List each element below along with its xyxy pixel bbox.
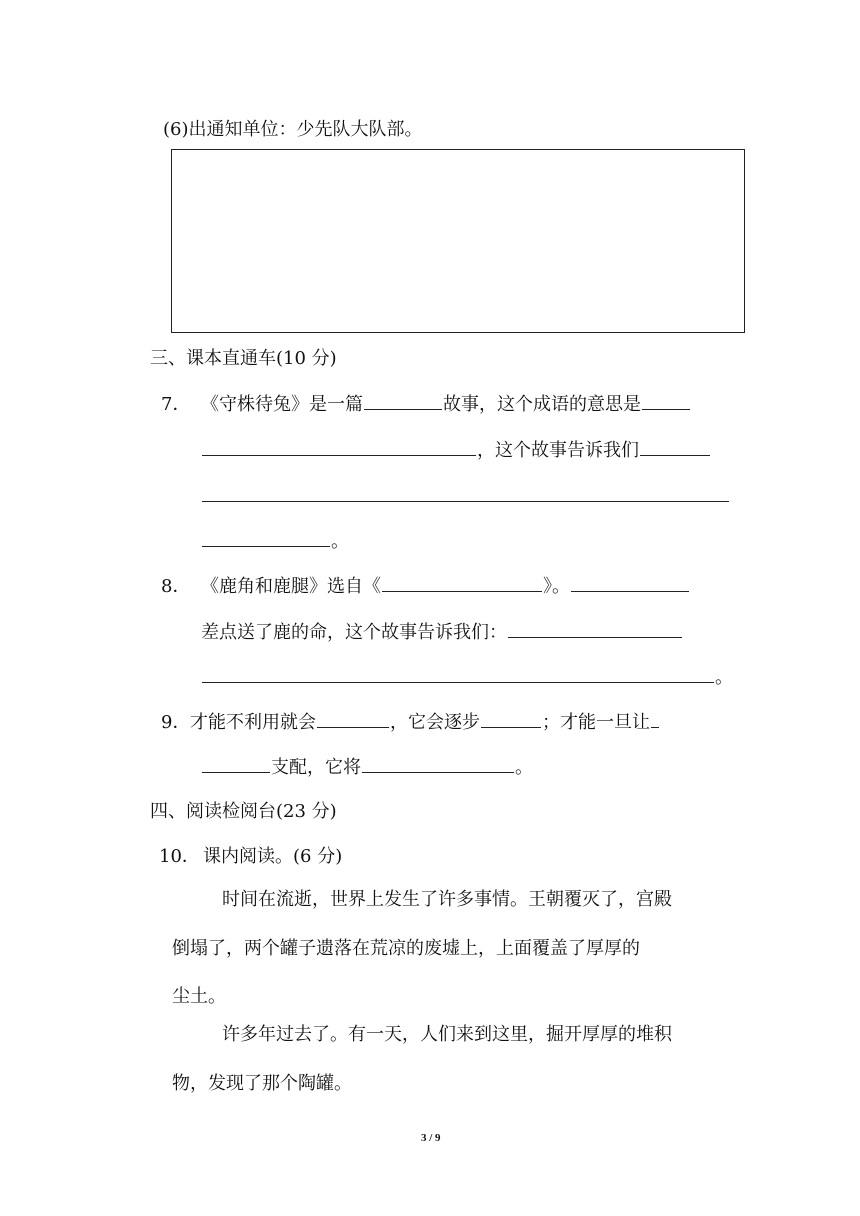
answer-blank[interactable]: [202, 454, 476, 456]
item-6-label: (6)出通知单位：少先队大队部。: [163, 119, 423, 140]
question-8-line-3: [201, 669, 733, 687]
passage-paragraph-2-line-1: 许多年过去了。有一天，人们来到这里，掘开厚厚的堆积: [222, 1024, 672, 1045]
question-8-text-b: 》。: [543, 576, 570, 597]
question-9-line-1: [190, 714, 660, 732]
question-9-text-c: ；才能一旦让: [542, 712, 650, 733]
question-9-line-2: [201, 759, 533, 777]
answer-blank[interactable]: [640, 454, 710, 456]
passage-paragraph-1-line-2: 倒塌了，两个罐子遗落在荒凉的废墟上，上面覆盖了厚厚的: [172, 938, 640, 959]
question-7-line-2: [201, 442, 711, 460]
question-8-end: 。: [715, 667, 733, 688]
question-9-text-a: 才能不利用就会: [190, 712, 316, 733]
question-7-text-b: 故事，这个成语的意思是: [443, 394, 641, 415]
question-8-line-2: [201, 624, 683, 642]
answer-blank[interactable]: [651, 726, 659, 728]
answer-blank[interactable]: [202, 771, 270, 773]
passage-paragraph-1-line-1: 时间在流逝，世界上发生了许多事情。王朝覆灭了，宫殿: [222, 889, 672, 910]
answer-blank[interactable]: [382, 590, 542, 592]
answer-blank[interactable]: [508, 636, 682, 638]
question-8-text-a: 《鹿角和鹿腿》选自《: [201, 576, 381, 597]
answer-blank[interactable]: [364, 408, 442, 410]
answer-blank[interactable]: [362, 771, 514, 773]
question-9-end: 。: [515, 757, 533, 778]
question-7-text-c: ，这个故事告诉我们: [477, 440, 639, 461]
answer-blank[interactable]: [202, 681, 714, 683]
question-8-text-c: 差点送了鹿的命，这个故事告诉我们：: [201, 622, 507, 643]
answer-box[interactable]: [171, 149, 745, 333]
answer-blank[interactable]: [642, 408, 690, 410]
answer-blank[interactable]: [481, 726, 541, 728]
answer-blank[interactable]: [317, 726, 389, 728]
question-9-number: 9．: [161, 712, 191, 733]
question-7-end: 。: [331, 531, 349, 552]
page-number: 3 / 9: [421, 1132, 441, 1144]
section-4-title: 四、阅读检阅台(23 分): [150, 801, 337, 822]
passage-paragraph-1-line-3: 尘土。: [172, 986, 226, 1007]
question-8-line-1: [201, 578, 690, 596]
question-7-text-a: 《守株待兔》是一篇: [201, 394, 363, 415]
question-7-number: 7．: [161, 394, 191, 415]
question-7-line-3: [201, 488, 730, 506]
question-7-line-4: [201, 533, 349, 551]
question-10-number: 10．: [159, 846, 200, 867]
answer-blank[interactable]: [571, 590, 689, 592]
question-8-number: 8．: [161, 576, 191, 597]
answer-blank[interactable]: [202, 545, 330, 547]
question-9-text-b: ，它会逐步: [390, 712, 480, 733]
question-10-title: 课内阅读。(6 分): [203, 846, 343, 867]
question-9-text-d: 支配，它将: [271, 757, 361, 778]
answer-blank[interactable]: [202, 500, 729, 502]
section-3-title: 三、课本直通车(10 分): [150, 348, 337, 369]
passage-paragraph-2-line-2: 物，发现了那个陶罐。: [172, 1073, 352, 1094]
question-7-line-1: [201, 396, 691, 414]
